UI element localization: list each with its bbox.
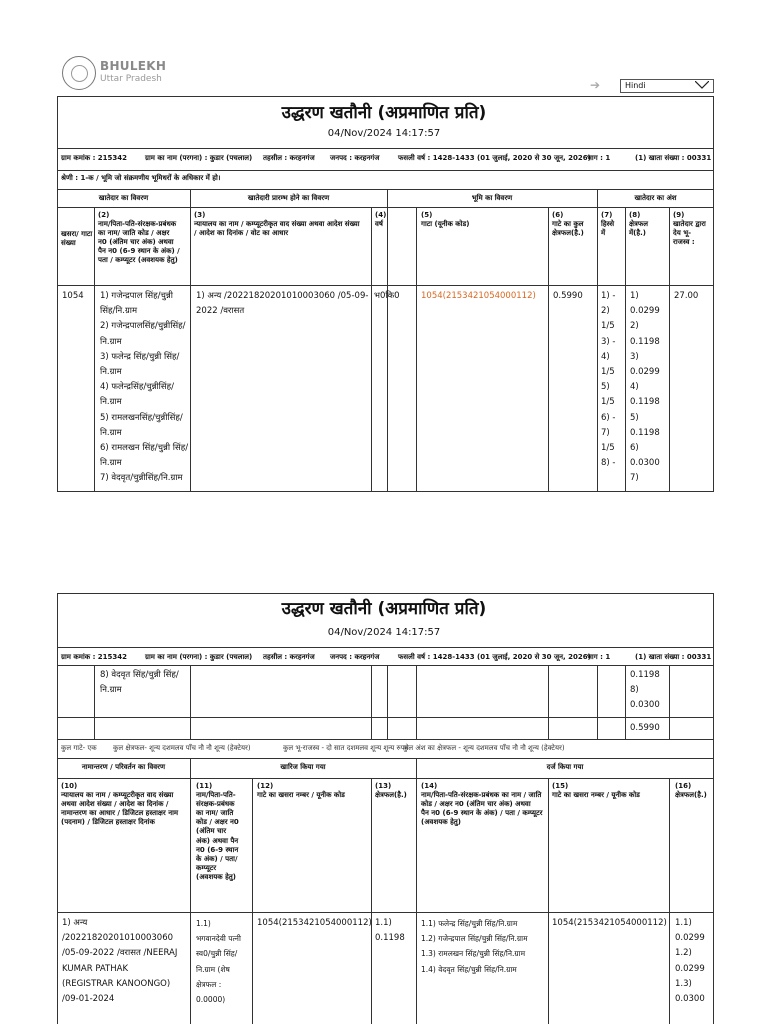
group-kharij: खारिज किया गया: [280, 763, 326, 771]
list-item: 1.4) वेदवृत सिंह/चुन्नी सिंह/नि.ग्राम: [421, 964, 517, 974]
gata-unique-code-link[interactable]: 1054(2153421054000112): [421, 291, 536, 301]
gram-name-2: ग्राम का नाम (परगना) : कुडार (पचलाल): [145, 653, 253, 661]
share-area-list: 1) 0.0299 2) 0.1198 3) 0.0299 4) 0.1198 5) 0.1198 6) 0.0300 7): [630, 291, 660, 484]
col-added-owner-header: (14) नाम/पिता-पति-संरक्षक-प्रबंधक का नाम / जाति कोड / अक्षर न0 (अंतिम चार अंक) अथवा पैन न0 (6-9 स्थान के अंक) / पता / कम्प्यूटर (अवशयक हेतु): [421, 782, 543, 827]
col-gata-header: (5) गाटा (यूनीक कोड): [421, 211, 470, 229]
group-namantaran: नामान्तरण / परिवर्तन का विवरण: [81, 763, 166, 771]
added-owners: [421, 916, 547, 977]
owner-list: [100, 289, 190, 487]
print-datetime: 04/Nov/2024 14:17:57: [327, 128, 441, 139]
mutation-detail: 1) अन्य /20221820201010003060 /05-09-2022 /वरासत /NEERAJ KUMAR PATHAK (REGISTRAR KANOONGO) /09-01-2024: [62, 918, 178, 1005]
language-selected: Hindi: [625, 81, 646, 90]
list-item: 4) फलेन्द्रसिंह/चुन्नीसिंह/: [100, 382, 174, 393]
summary-share-area: कुल अंश का क्षेत्रफल - शून्य दशमलव पाँच नौ नौ शून्य (हेक्टेयर): [403, 744, 565, 752]
col-added-gata-header: (15) गाटे का खसरा नम्बर / यूनीक कोड: [552, 782, 640, 800]
group-ansh: खातेदार का अंश: [634, 194, 677, 202]
tehsil-2: तहसील : करहनगंज: [263, 653, 315, 661]
total-share-area: 0.5990: [630, 723, 660, 733]
share-list: 1) - 2) 1/5 3) - 4) 1/5 5) 1/5 6) - 7) 1/5 8) -: [601, 291, 616, 469]
gram-code-2: ग्राम कमांक : 215342: [61, 653, 128, 661]
gram-code: ग्राम कमांक : 215342: [61, 154, 128, 162]
brand-name: BHULEKH: [100, 59, 167, 73]
col-area-header: (6) गाटे का कुल क्षेत्रफल(है.): [552, 211, 584, 238]
print-datetime-2: 04/Nov/2024 14:17:57: [327, 627, 441, 638]
group-bhoomi: भूमि का विवरण: [471, 194, 513, 202]
col-removed-gata-header: (12) गाटे का खसरा नम्बर / यूनीक कोड: [257, 782, 345, 800]
list-item: 6) रामलखन सिंह/चुन्नी सिंह/: [100, 443, 189, 454]
group-darj: दर्ज किया गया: [546, 763, 584, 771]
list-item: 1.2) गजेन्द्रपाल सिंह/चुन्नी सिंह/नि.ग्राम: [421, 934, 528, 944]
bhulekh-logo: [62, 56, 172, 92]
page-title-2: उद्धरण खतौनी (अप्रमाणित प्रति): [281, 599, 487, 619]
removed-owner: 1.1) भगवानदेवी पत्नी स्व0/चुन्नी सिंह/ नि.ग्राम (शेष क्षेत्रफल : 0.0000): [196, 919, 241, 1005]
share-area-continued: 0.1198 8) 0.0300: [630, 670, 660, 711]
col-court-header: (3) न्यायालय का नाम / कम्प्यूटरीकृत वाद संख्या अथवा आदेश संख्या / आदेश का दिनांक / वोट का आधार: [194, 211, 360, 238]
janpad: जनपद : करहनगंज: [330, 154, 380, 162]
list-item: 1.1) फलेन्द्र सिंह/चुन्नी सिंह/नि.ग्राम: [421, 919, 518, 928]
gata-total-area: 0.5990: [553, 291, 583, 301]
back-arrow-icon[interactable]: ➔: [590, 78, 601, 92]
tehsil: तहसील : करहनगंज: [263, 154, 315, 162]
col-mutation-header: (10) न्यायालय का नाम / कम्प्यूटरीकृत वाद संख्या अथवा आदेश संख्या / आदेश का दिनांक / नामान्तरण का आधार / डिजिटल हस्ताक्षर नाम (पदनाम) / डिजिटल हस्ताक्षर दिनांक: [61, 782, 179, 827]
col-removed-area-header: (13) क्षेत्रफल(है.): [375, 782, 407, 800]
list-item: 1) गजेन्द्रपाल सिंह/चुन्नी: [100, 291, 173, 301]
list-item: 1.3) रामलखन सिंह/चुन्नी सिंह/नि.ग्राम: [421, 949, 526, 959]
fasli-year: फसली वर्ष : 1428-1433 (01 जुलाई, 2020 से 30 जून, 2026): [398, 154, 591, 162]
khasra-number: 1054: [62, 291, 84, 301]
group-khatedar: खातेदार का विवरण: [98, 194, 149, 202]
gram-name: ग्राम का नाम (परगना) : कुडार (पचलाल): [145, 154, 253, 162]
list-item: नि.ग्राम: [100, 458, 122, 469]
chevron-down-icon: [695, 81, 709, 89]
owner-continued: 8) वेदवृत सिंह/चुन्नी सिंह/ नि.ग्राम: [100, 670, 179, 696]
col-revenue-header: (9) खातेदार द्वारा देय भू- राजस्व :: [673, 211, 706, 247]
fasli-year-2: फसली वर्ष : 1428-1433 (01 जुलाई, 2020 से 30 जून, 2026): [398, 653, 591, 661]
summary-total-revenue: कुल भू-राजस्व - दो सात दशमलव शून्य शून्य रुपये: [283, 744, 409, 752]
list-item: नि.ग्राम: [100, 397, 122, 408]
list-item: 2) गजेन्द्रपालसिंह/चुन्नीसिंह/: [100, 321, 186, 332]
list-item: सिंह/नि.ग्राम: [100, 306, 138, 317]
col-added-area-header: (16) क्षेत्रफल(है.): [675, 782, 707, 800]
list-item: 3) फलेन्द्र सिंह/चुन्नी सिंह/: [100, 351, 180, 362]
khata-number: (1) खाता संख्या : 00331: [635, 154, 712, 162]
janpad-2: जनपद : करहनगंज: [330, 653, 380, 661]
list-item: नि.ग्राम: [100, 336, 122, 347]
court-order: 1) अन्य /20221820201010003060 /05-09- 2022 /वरासत: [196, 291, 369, 317]
list-item: 5) रामलखनसिंह/चुन्नीसिंह/: [100, 412, 183, 423]
col-share-area-header: (8) क्षेत्रफल में(है.): [629, 211, 649, 238]
group-khatedari: खातेदारी प्रारम्भ होने का विवरण: [247, 194, 330, 202]
bhag-2: भाग : 1: [587, 653, 611, 661]
added-area: 1.1) 0.0299 1.2) 0.0299 1.3) 0.0300: [675, 918, 705, 1005]
land-revenue: 27.00: [674, 291, 699, 301]
khata-number-2: (1) खाता संख्या : 00331: [635, 653, 712, 661]
list-item: 7) वेदवृत/चुन्नीसिंह/नि.ग्राम: [100, 473, 183, 484]
removed-gata: 1054(2153421054000112): [257, 918, 372, 928]
language-select[interactable]: [620, 79, 714, 93]
col-year-header: (4) वर्ष: [375, 211, 387, 229]
year-code: भ0कि0: [374, 291, 400, 301]
summary-total-area: कुल क्षेत्रफल- शून्य दशमलव पाँच नौ नौ शून्य (हेक्टेयर): [113, 744, 251, 752]
added-gata: 1054(2153421054000112): [552, 918, 667, 928]
summary-total-gata: कुल गाटे- एक: [61, 744, 97, 752]
brand-subtitle: Uttar Pradesh: [100, 74, 162, 84]
col-khasra-header: खसरा/ गाटा संख्या: [61, 230, 93, 248]
page-title: उद्धरण खतौनी (अप्रमाणित प्रति): [281, 103, 487, 123]
up-emblem-icon: [62, 56, 96, 90]
list-item: नि.ग्राम: [100, 367, 122, 378]
col-owner-header: (2) नाम/पिता-पति-संरक्षक-प्रबंधक का नाम/ जाति कोड / अक्षर न0 (अंतिम चार अंक) अथवा पैन न0 (6-9 स्थान के अंक) / पता / कम्प्यूटर (अवशयक हेतु): [98, 211, 180, 265]
col-removed-owner-header: (11) नाम/पिता-पति- संरक्षक-प्रबंधक का नाम/ जाति कोड / अक्षर न0 (अंतिम चार अंक) अथवा पैन न0 (6-9 स्थान के अंक) / पता/ कम्प्यूटर (अवशयक हेतु): [196, 782, 239, 881]
list-item: नि.ग्राम: [100, 427, 122, 438]
removed-area: 1.1) 0.1198: [375, 918, 405, 944]
bhag: भाग : 1: [587, 154, 611, 162]
shreni: श्रेणी : 1-क / भूमि जो संक्रमणीय भूमिधरों के अधिकार में हो।: [61, 174, 221, 182]
col-share-header: (7) हिस्से में: [601, 211, 615, 238]
